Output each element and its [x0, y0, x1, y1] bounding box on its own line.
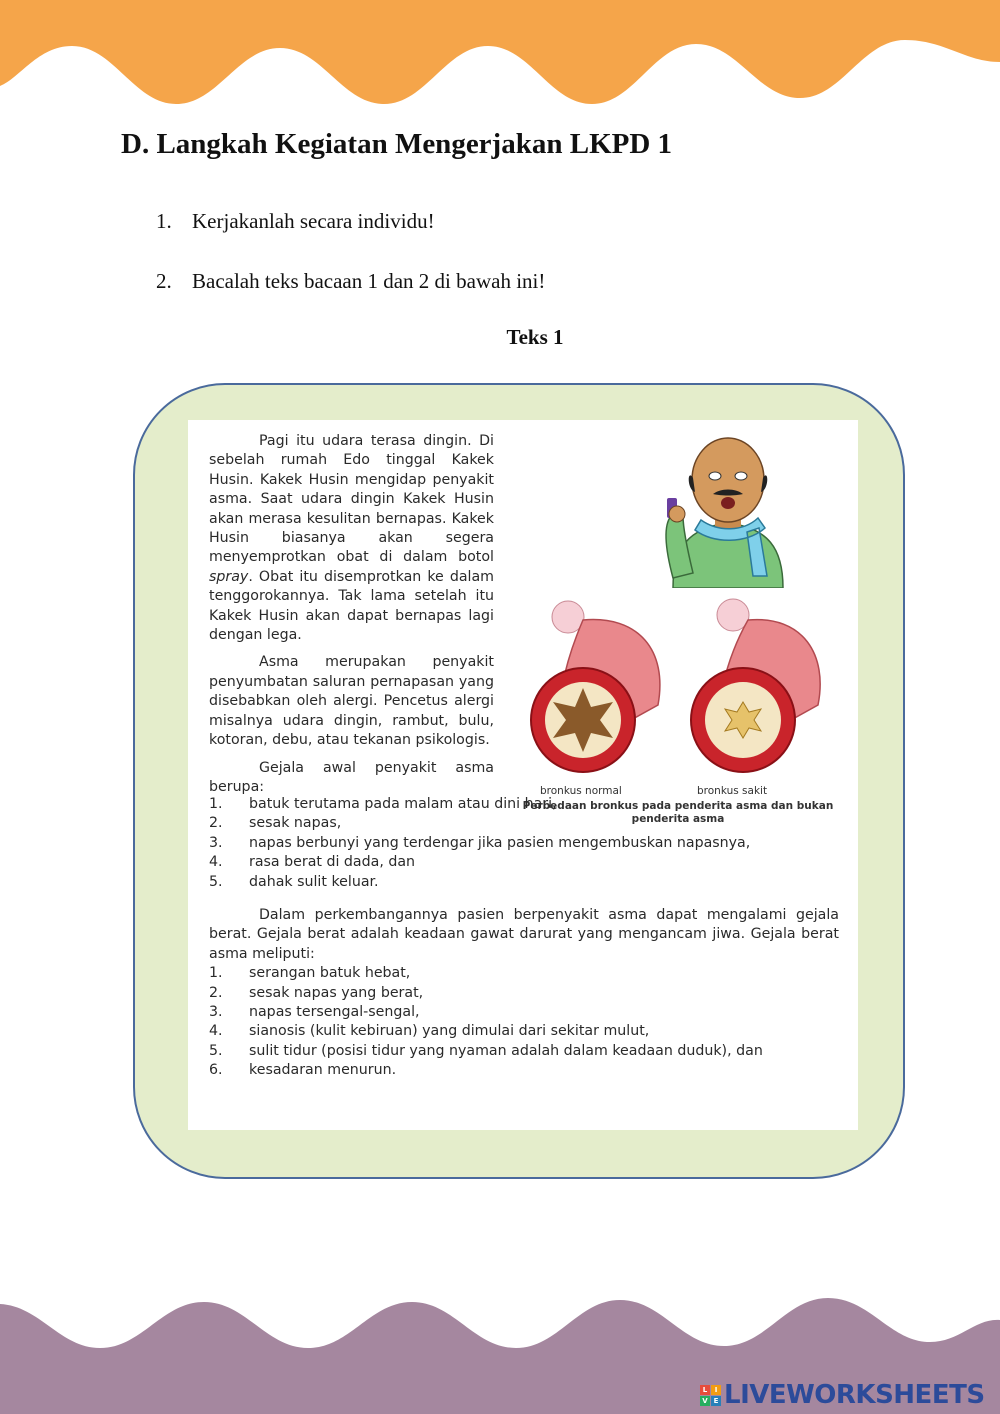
- reading-passage: [188, 420, 858, 1130]
- step-item: [156, 265, 545, 325]
- reading-full-width: [209, 795, 839, 1081]
- paragraph-severe-intro: Dalam perkembangannya pasien berpenyakit asma dapat mengalami gejala berat. Gejala berat adalah keadaan gawat darurat yang mengancam jiwa. Gejala berat asma meliputi:: [209, 907, 839, 962]
- list-text: sianosis (kulit kebiruan) yang dimulai dari sekitar mulut,: [249, 1023, 650, 1040]
- list-item: [209, 853, 839, 872]
- liveworksheets-logo-text: LIVEWORKSHEETS: [724, 1380, 985, 1410]
- paragraph-text: . Obat itu disemprotkan ke dalam tenggorokannya. Tak lama setelah itu Kakek Husin akan dapat bernapas lagi dengan lega.: [209, 568, 494, 644]
- logo-tile: L: [700, 1385, 710, 1395]
- list-number: 2.: [209, 984, 223, 1001]
- list-text: kesadaran menurun.: [249, 1062, 397, 1079]
- list-text: sesak napas yang berat,: [249, 984, 424, 1001]
- top-wave-decoration: [0, 0, 1000, 110]
- figure-caption: Perbedaan bronkus pada penderita asma dan bukan penderita asma: [522, 800, 834, 825]
- list-item: [209, 814, 839, 833]
- hand-shape: [669, 506, 685, 522]
- list-item: [209, 1022, 839, 1041]
- list-number: 1.: [209, 965, 223, 982]
- list-number: 2.: [209, 815, 223, 832]
- list-number: 3.: [209, 1004, 223, 1021]
- list-text: napas tersengal-sengal,: [249, 1004, 420, 1021]
- step-text: Kerjakanlah secara individu!: [192, 209, 435, 233]
- logo-tile: E: [711, 1396, 721, 1406]
- list-number: 4.: [209, 854, 223, 871]
- list-text: rasa berat di dada, dan: [249, 854, 416, 871]
- list-number: 5.: [209, 873, 223, 890]
- spray-italic: spray: [209, 568, 249, 585]
- list-text: napas berbunyi yang terdengar jika pasien mengembuskan napasnya,: [249, 834, 751, 851]
- logo-tile: I: [711, 1385, 721, 1395]
- list-item: [209, 964, 839, 983]
- paragraph-text: Pagi itu udara terasa dingin. Di sebelah rumah Edo tinggal Kakek Husin. Kakek Husin mengidap penyakit asma. Saat udara dingin Kakek Husin akan merasa kesulitan bernapas. Kakek Husin biasanya akan segera menyemprotkan obat di dalam botol: [209, 433, 494, 566]
- paragraph-kakek-husin: [209, 432, 494, 645]
- severe-symptoms-list: [209, 964, 839, 1080]
- top-wave-shape: [0, 0, 1000, 104]
- list-text: sulit tidur (posisi tidur yang nyaman adalah dalam keadaan duduk), dan: [249, 1042, 763, 1059]
- list-item: [209, 984, 839, 1003]
- list-text: serangan batuk hebat,: [249, 965, 411, 982]
- label-bronchus-sick: bronkus sakit: [697, 785, 768, 797]
- early-symptoms-list: [209, 795, 839, 892]
- grandfather-illustration: [643, 428, 813, 588]
- mouth-shape: [721, 497, 735, 509]
- bronchus-sick-drawing: [691, 599, 820, 772]
- head-shape: [692, 438, 764, 522]
- list-number: 6.: [209, 1062, 223, 1079]
- step-item: [156, 205, 545, 265]
- list-item: [209, 1003, 839, 1022]
- list-text: dahak sulit keluar.: [249, 873, 379, 890]
- page-title: D. Langkah Kegiatan Mengerjakan LKPD 1: [121, 128, 673, 160]
- label-bronchus-normal: bronkus normal: [540, 785, 622, 797]
- paragraph-definition: Asma merupakan penyakit penyumbatan saluran pernapasan yang disebabkan oleh alergi. Pencetus alergi misalnya udara dingin, rambut, bulu, kotoran, debu, atau tekanan psikologis.: [209, 654, 494, 749]
- paragraph-early-symptoms-intro: Gejala awal penyakit asma berupa:: [209, 759, 494, 795]
- step-number: 2.: [156, 269, 172, 293]
- list-item: [209, 873, 839, 892]
- step-list: [156, 205, 545, 325]
- left-eye: [709, 472, 721, 480]
- text-1-title: Teks 1: [506, 325, 564, 349]
- list-item: [209, 834, 839, 853]
- list-item: [209, 795, 839, 814]
- right-eye: [735, 472, 747, 480]
- liveworksheets-logo[interactable]: [700, 1378, 985, 1412]
- list-text: sesak napas,: [249, 815, 342, 832]
- list-number: 4.: [209, 1023, 223, 1040]
- step-text: Bacalah teks bacaan 1 dan 2 di bawah ini!: [192, 269, 546, 293]
- list-number: 1.: [209, 796, 223, 812]
- list-number: 3.: [209, 834, 223, 851]
- list-text: batuk terutama pada malam atau dini hari,: [249, 796, 557, 812]
- step-number: 1.: [156, 209, 172, 233]
- reading-left-column: [209, 432, 494, 797]
- list-number: 5.: [209, 1042, 223, 1059]
- list-item: [209, 1042, 839, 1061]
- list-item: [209, 1061, 839, 1080]
- liveworksheets-logo-icon: [700, 1385, 721, 1406]
- bronchus-normal-drawing: [531, 601, 660, 772]
- bronchi-illustration: [528, 595, 838, 775]
- logo-tile: V: [700, 1396, 710, 1406]
